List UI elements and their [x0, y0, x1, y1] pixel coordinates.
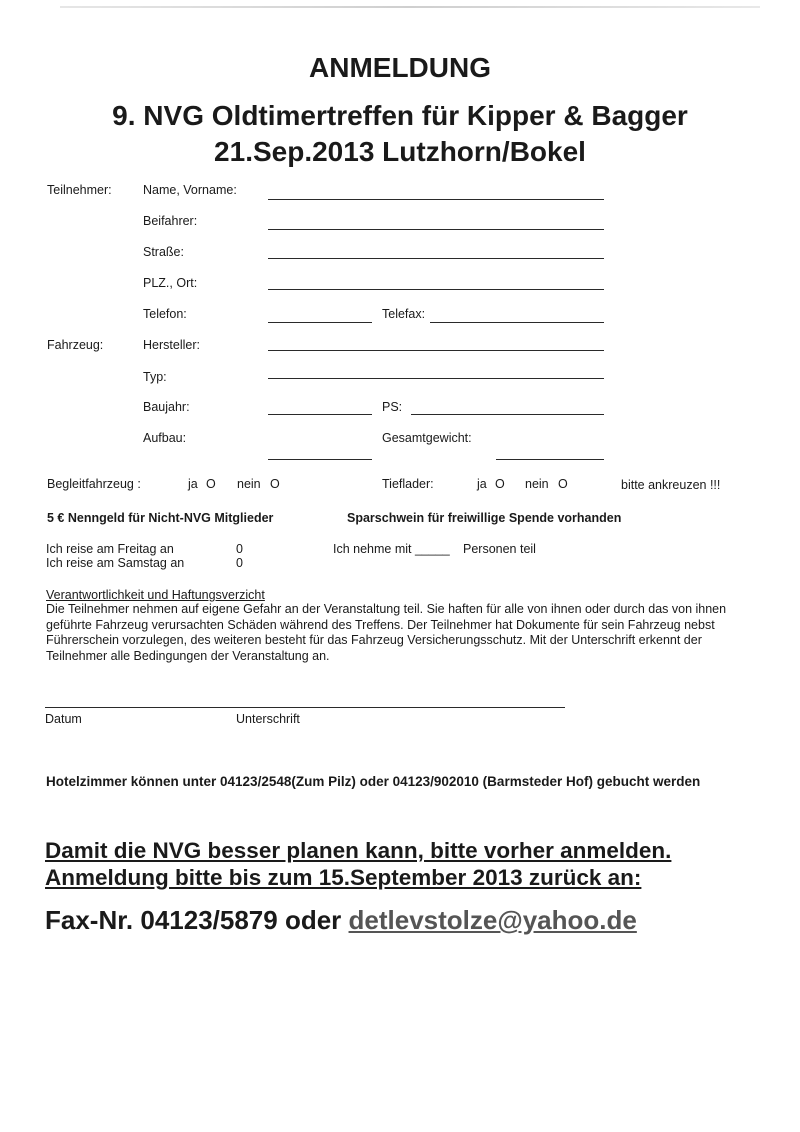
signature-line[interactable]	[45, 707, 565, 708]
fax-contact	[45, 905, 637, 936]
year-label: Baujahr:	[143, 400, 190, 414]
fax-label: Telefax:	[382, 307, 426, 321]
body-field-line[interactable]	[268, 459, 372, 460]
date-label: Datum	[45, 712, 82, 726]
street-field-line[interactable]	[268, 258, 604, 259]
phone-field-line[interactable]	[268, 322, 372, 323]
weight-label: Gesamtgewicht:	[382, 431, 472, 445]
vehicle-section-label: Fahrzeug:	[47, 338, 104, 352]
fax-text: Fax-Nr. 04123/5879 oder	[45, 905, 342, 935]
escort-vehicle-label: Begleitfahrzeug :	[47, 477, 141, 491]
fee-note: 5 € Nenngeld für Nicht-NVG Mitglieder	[47, 511, 274, 525]
hotel-info: Hotelzimmer können unter 04123/2548(Zum Pilz) oder 04123/902010 (Barmsteder Hof) gebucht werden	[46, 774, 701, 789]
name-field-line[interactable]	[268, 199, 604, 200]
type-field-line[interactable]	[268, 378, 604, 379]
lowloader-yes-radio[interactable]: O	[495, 477, 505, 491]
codriver-label: Beifahrer:	[143, 214, 198, 228]
saturday-arrival-label: Ich reise am Samstag an	[46, 556, 185, 570]
ps-field-line[interactable]	[411, 414, 604, 415]
persons-suffix: Personen teil	[463, 542, 536, 556]
scan-edge	[60, 6, 760, 8]
liability-heading: Verantwortlichkeit und Haftungsverzicht	[46, 588, 265, 602]
lowloader-label: Tieflader:	[382, 477, 434, 491]
escort-no-label: nein	[237, 477, 261, 491]
liability-text: Die Teilnehmer nehmen auf eigene Gefahr an der Veranstaltung teil. Sie haften für alle von ihnen oder durch das von ihnen geführte Fahrzeug verursachten Schäden während des Treffens. Der Teilnehmer hat Dokumente für sein Fahrzeug nebst Führerschein vorzulegen, des weiteren besteht für das Fahrzeug Versicherungsschutz. Mit der Unterschrift erkennt der Teilnehmer alle Bedingungen der Veranstaltung an.	[46, 602, 727, 663]
zip-field-line[interactable]	[268, 289, 604, 290]
year-field-line[interactable]	[268, 414, 372, 415]
friday-arrival-value[interactable]: 0	[236, 542, 243, 556]
email-link[interactable]: detlevstolze@yahoo.de	[348, 905, 637, 935]
body-label: Aufbau:	[143, 431, 187, 445]
lowloader-no-radio[interactable]: O	[558, 477, 568, 491]
signature-label: Unterschrift	[236, 712, 300, 726]
event-title: 9. NVG Oldtimertreffen für Kipper & Bagger	[112, 100, 688, 131]
escort-yes-radio[interactable]: O	[206, 477, 216, 491]
lowloader-yes-label: ja	[477, 477, 487, 491]
manufacturer-field-line[interactable]	[268, 350, 604, 351]
check-hint: bitte ankreuzen !!!	[621, 478, 721, 492]
zip-label: PLZ., Ort:	[143, 276, 198, 290]
escort-yes-label: ja	[188, 477, 198, 491]
type-label: Typ:	[143, 370, 167, 384]
participant-section-label: Teilnehmer:	[47, 183, 112, 197]
manufacturer-label: Hersteller:	[143, 338, 200, 352]
persons-prefix: Ich nehme mit _____	[333, 542, 450, 556]
saturday-arrival-value[interactable]: 0	[236, 556, 243, 570]
page-title: ANMELDUNG	[309, 52, 491, 83]
donation-note: Sparschwein für freiwillige Spende vorhanden	[347, 511, 622, 525]
friday-arrival-label: Ich reise am Freitag an	[46, 542, 174, 556]
phone-label: Telefon:	[143, 307, 187, 321]
lowloader-no-label: nein	[525, 477, 549, 491]
event-date-place: 21.Sep.2013 Lutzhorn/Bokel	[214, 136, 586, 167]
footer-line-1: Damit die NVG besser planen kann, bitte vorher anmelden.	[45, 838, 672, 863]
codriver-field-line[interactable]	[268, 229, 604, 230]
fax-field-line[interactable]	[430, 322, 604, 323]
ps-label: PS:	[382, 400, 403, 414]
footer-line-2: Anmeldung bitte bis zum 15.September 2013 zurück an:	[45, 865, 642, 890]
weight-field-line[interactable]	[496, 459, 604, 460]
escort-no-radio[interactable]: O	[270, 477, 280, 491]
name-label: Name, Vorname:	[143, 183, 237, 197]
street-label: Straße:	[143, 245, 184, 259]
